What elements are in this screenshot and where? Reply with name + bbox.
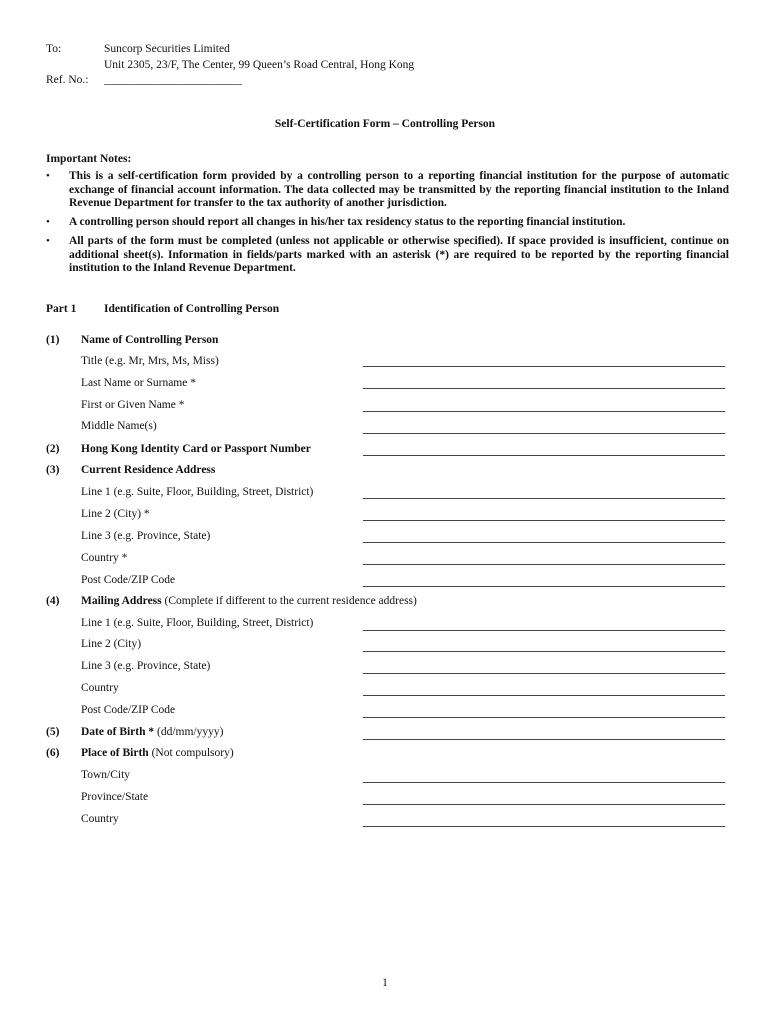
to-label: To:	[46, 43, 62, 55]
middle-name-input[interactable]	[363, 433, 725, 434]
section-4-note: (Complete if different to the current residence address)	[164, 595, 417, 607]
form-title: Self-Certification Form – Controlling Person	[274, 118, 496, 130]
birth-province-input[interactable]	[363, 804, 725, 805]
title-input[interactable]	[363, 366, 725, 367]
bullet-1: •	[46, 170, 50, 182]
birth-town-input[interactable]	[363, 782, 725, 783]
section-2-number: (2)	[46, 443, 60, 455]
section-6-label: Place of Birth	[81, 747, 149, 759]
notes-heading: Important Notes:	[46, 153, 132, 165]
section-4-label: Mailing Address	[81, 595, 162, 607]
last-name-input[interactable]	[363, 388, 725, 389]
field-label-res-postcode: Post Code/ZIP Code	[81, 574, 176, 586]
ref-number-field[interactable]: ________________________	[104, 74, 242, 86]
bullet-2: •	[46, 216, 50, 228]
field-label-mail-line2: Line 2 (City)	[81, 638, 142, 650]
res-postcode-input[interactable]	[363, 586, 725, 587]
ref-label: Ref. No.:	[46, 74, 89, 86]
section-6-note: (Not compulsory)	[151, 747, 234, 759]
res-line1-input[interactable]	[363, 498, 725, 499]
field-label-birth-country: Country	[81, 813, 119, 825]
res-line3-input[interactable]	[363, 542, 725, 543]
recipient-address: Unit 2305, 23/F, The Center, 99 Queen’s Road Central, Hong Kong	[104, 59, 415, 71]
mail-country-input[interactable]	[363, 695, 725, 696]
part-title: Identification of Controlling Person	[104, 303, 280, 315]
res-line2-input[interactable]	[363, 520, 725, 521]
field-label-mail-country: Country	[81, 682, 119, 694]
section-4-heading	[81, 595, 417, 607]
field-label-birth-town: Town/City	[81, 769, 131, 781]
id-number-input[interactable]	[363, 455, 725, 456]
mail-line3-input[interactable]	[363, 673, 725, 674]
field-label-title: Title (e.g. Mr, Mrs, Ms, Miss)	[81, 355, 219, 367]
field-label-middle-name: Middle Name(s)	[81, 420, 157, 432]
field-label-res-country: Country *	[81, 552, 128, 564]
note-item-3: All parts of the form must be completed (unless not applicable or otherwise specified). If space provided is insufficient, continue on additional sheet(s). Information in fields/parts marked with an asterisk (*) are required to be reported by the reporting financial institution to the Inland Revenue Department.	[69, 235, 729, 274]
field-label-res-line3: Line 3 (e.g. Province, State)	[81, 530, 211, 542]
field-label-last-name: Last Name or Surname *	[81, 377, 196, 389]
bullet-3: •	[46, 235, 50, 247]
field-label-birth-province: Province/State	[81, 791, 149, 803]
mail-postcode-input[interactable]	[363, 717, 725, 718]
section-5-note: (dd/mm/yyyy)	[157, 726, 224, 738]
part-number: Part 1	[46, 303, 77, 315]
mail-line2-input[interactable]	[363, 651, 725, 652]
section-5-label: Date of Birth *	[81, 726, 155, 738]
section-6-number: (6)	[46, 747, 60, 759]
field-label-mail-line3: Line 3 (e.g. Province, State)	[81, 660, 211, 672]
page-number: 1	[382, 977, 388, 989]
field-label-res-line1: Line 1 (e.g. Suite, Floor, Building, Street, District)	[81, 486, 314, 498]
res-country-input[interactable]	[363, 564, 725, 565]
section-6-heading	[81, 747, 234, 759]
mail-line1-input[interactable]	[363, 630, 725, 631]
section-1-number: (1)	[46, 334, 60, 346]
note-item-2: A controlling person should report all changes in his/her tax residency status to the reporting financial institution.	[69, 216, 626, 228]
section-4-number: (4)	[46, 595, 60, 607]
field-label-res-line2: Line 2 (City) *	[81, 508, 150, 520]
section-1-label: Name of Controlling Person	[81, 334, 219, 346]
note-item-1: This is a self-certification form provided by a controlling person to a reporting financial institution for the purpose of automatic exchange of financial account information. The data collected may be transmitted by the reporting financial institution to the Inland Revenue Department for transfer to the tax authority of another jurisdiction.	[69, 170, 729, 209]
section-3-number: (3)	[46, 464, 60, 476]
section-5-heading	[81, 726, 223, 738]
date-of-birth-input[interactable]	[363, 739, 725, 740]
first-name-input[interactable]	[363, 411, 725, 412]
section-3-label: Current Residence Address	[81, 464, 216, 476]
section-5-number: (5)	[46, 726, 60, 738]
recipient-name: Suncorp Securities Limited	[104, 43, 230, 55]
field-label-mail-postcode: Post Code/ZIP Code	[81, 704, 176, 716]
birth-country-input[interactable]	[363, 826, 725, 827]
field-label-mail-line1: Line 1 (e.g. Suite, Floor, Building, Street, District)	[81, 617, 314, 629]
section-2-label: Hong Kong Identity Card or Passport Number	[81, 443, 311, 455]
field-label-first-name: First or Given Name *	[81, 399, 185, 411]
